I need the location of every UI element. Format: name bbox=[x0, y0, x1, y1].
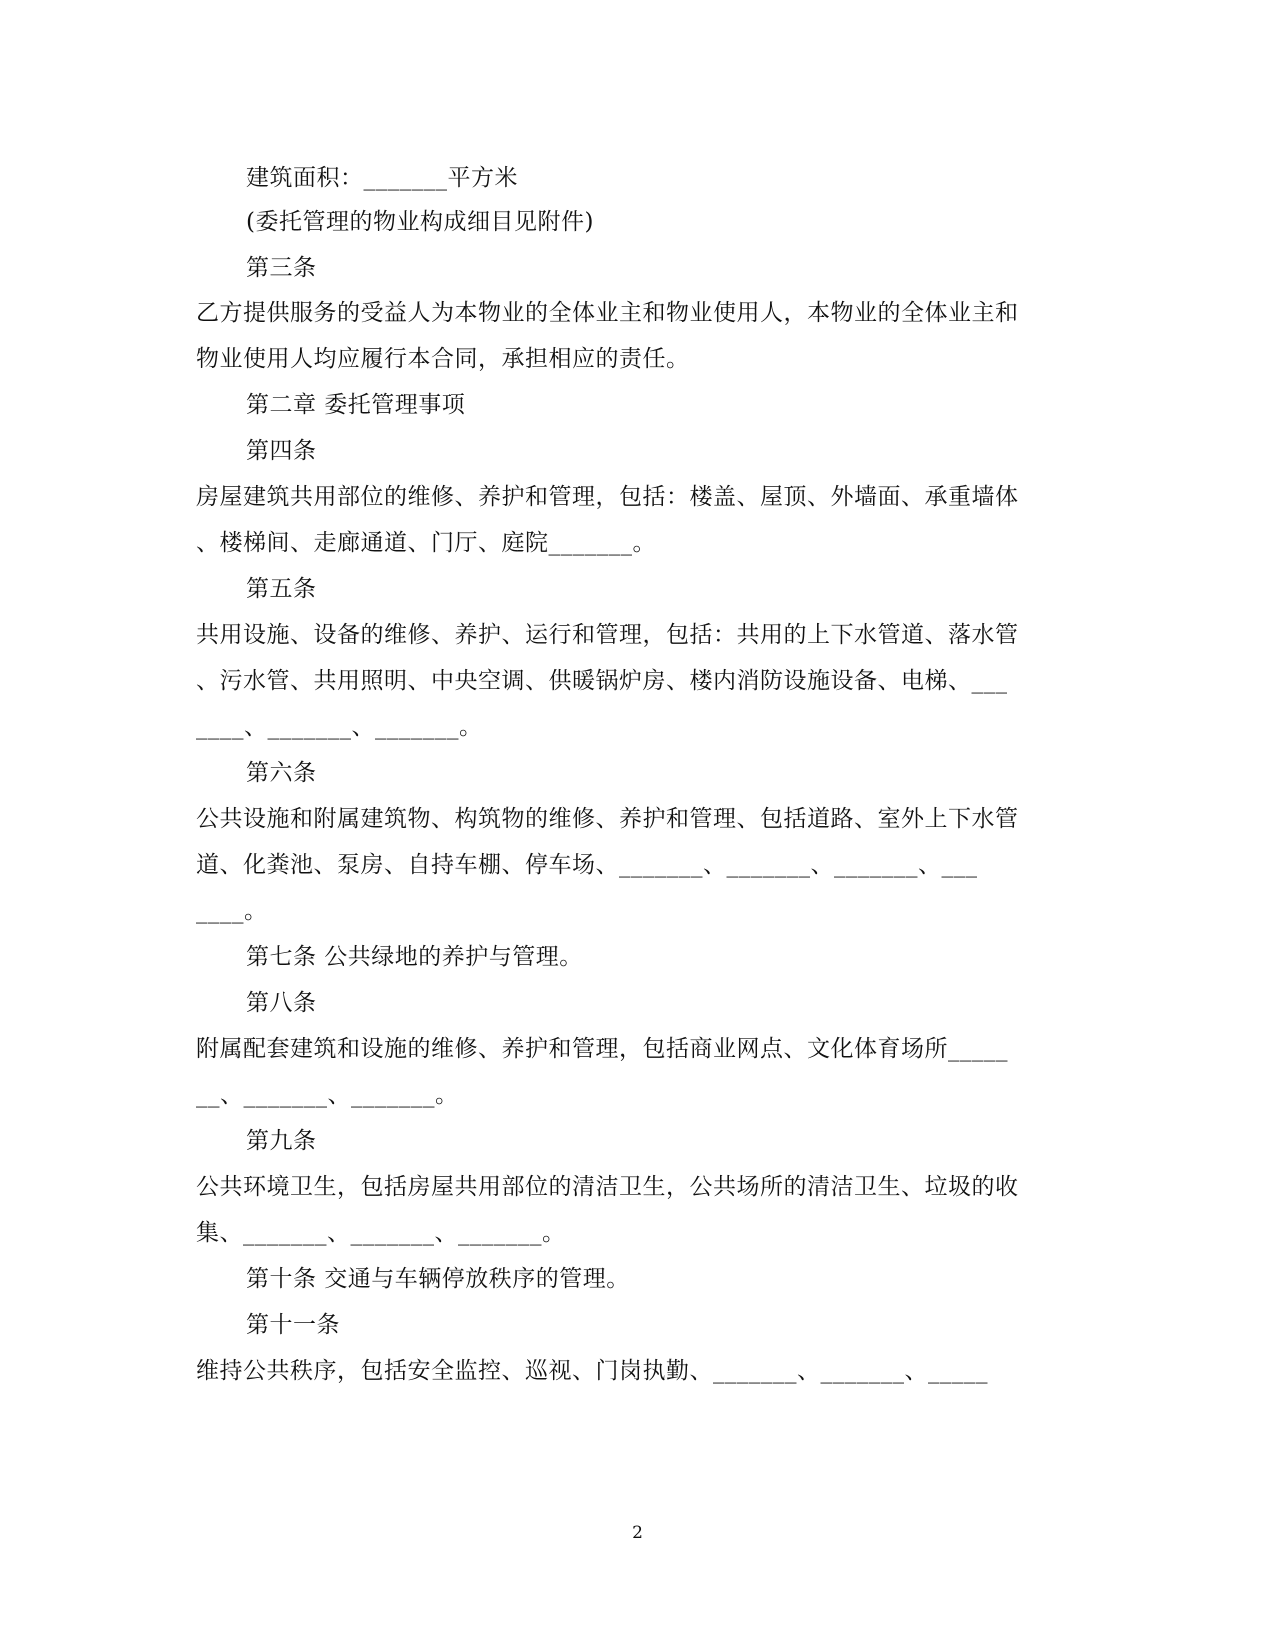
building-area-line: 建筑面积：_______平方米 bbox=[246, 165, 518, 191]
chapter-2-heading: 第二章 委托管理事项 bbox=[246, 392, 466, 418]
article-9-heading: 第九条 bbox=[246, 1128, 317, 1154]
article-10-line: 第十条 交通与车辆停放秩序的管理。 bbox=[246, 1266, 630, 1292]
article-11-heading: 第十一条 bbox=[246, 1312, 340, 1338]
article-5-text-line-3: ____、_______、_______。 bbox=[196, 714, 483, 740]
article-6-heading: 第六条 bbox=[246, 760, 317, 786]
article-5-heading: 第五条 bbox=[246, 576, 317, 602]
article-8-text-line-2: __、_______、_______。 bbox=[196, 1082, 459, 1108]
article-9-text-line-2: 集、_______、_______、_______。 bbox=[196, 1220, 566, 1246]
article-3-heading: 第三条 bbox=[246, 255, 317, 281]
attachment-note: (委托管理的物业构成细目见附件) bbox=[246, 209, 594, 235]
article-3-text-line-1: 乙方提供服务的受益人为本物业的全体业主和物业使用人，本物业的全体业主和 bbox=[196, 300, 1019, 326]
article-8-heading: 第八条 bbox=[246, 990, 317, 1016]
article-4-text-line-1: 房屋建筑共用部位的维修、养护和管理，包括：楼盖、屋顶、外墙面、承重墙体 bbox=[196, 484, 1019, 510]
article-4-text-line-2: 、楼梯间、走廊通道、门厅、庭院_______。 bbox=[196, 530, 656, 556]
article-5-text-line-1: 共用设施、设备的维修、养护、运行和管理，包括：共用的上下水管道、落水管 bbox=[196, 622, 1019, 648]
article-6-text-line-2: 道、化粪池、泵房、自持车棚、停车场、_______、_______、_______、___ bbox=[196, 852, 978, 878]
page-number: 2 bbox=[632, 1523, 643, 1543]
article-6-text-line-1: 公共设施和附属建筑物、构筑物的维修、养护和管理、包括道路、室外上下水管 bbox=[196, 806, 1019, 832]
article-8-text-line-1: 附属配套建筑和设施的维修、养护和管理，包括商业网点、文化体育场所_____ bbox=[196, 1036, 1008, 1062]
article-9-text-line-1: 公共环境卫生，包括房屋共用部位的清洁卫生，公共场所的清洁卫生、垃圾的收 bbox=[196, 1174, 1019, 1200]
article-11-text-line-1: 维持公共秩序，包括安全监控、巡视、门岗执勤、_______、_______、_____ bbox=[196, 1358, 988, 1384]
article-5-text-line-2: 、污水管、共用照明、中央空调、供暖锅炉房、楼内消防设施设备、电梯、___ bbox=[196, 668, 1008, 694]
article-3-text-line-2: 物业使用人均应履行本合同，承担相应的责任。 bbox=[196, 346, 690, 372]
article-6-text-line-3: ____。 bbox=[196, 898, 268, 924]
article-4-heading: 第四条 bbox=[246, 438, 317, 464]
article-7-line: 第七条 公共绿地的养护与管理。 bbox=[246, 944, 583, 970]
